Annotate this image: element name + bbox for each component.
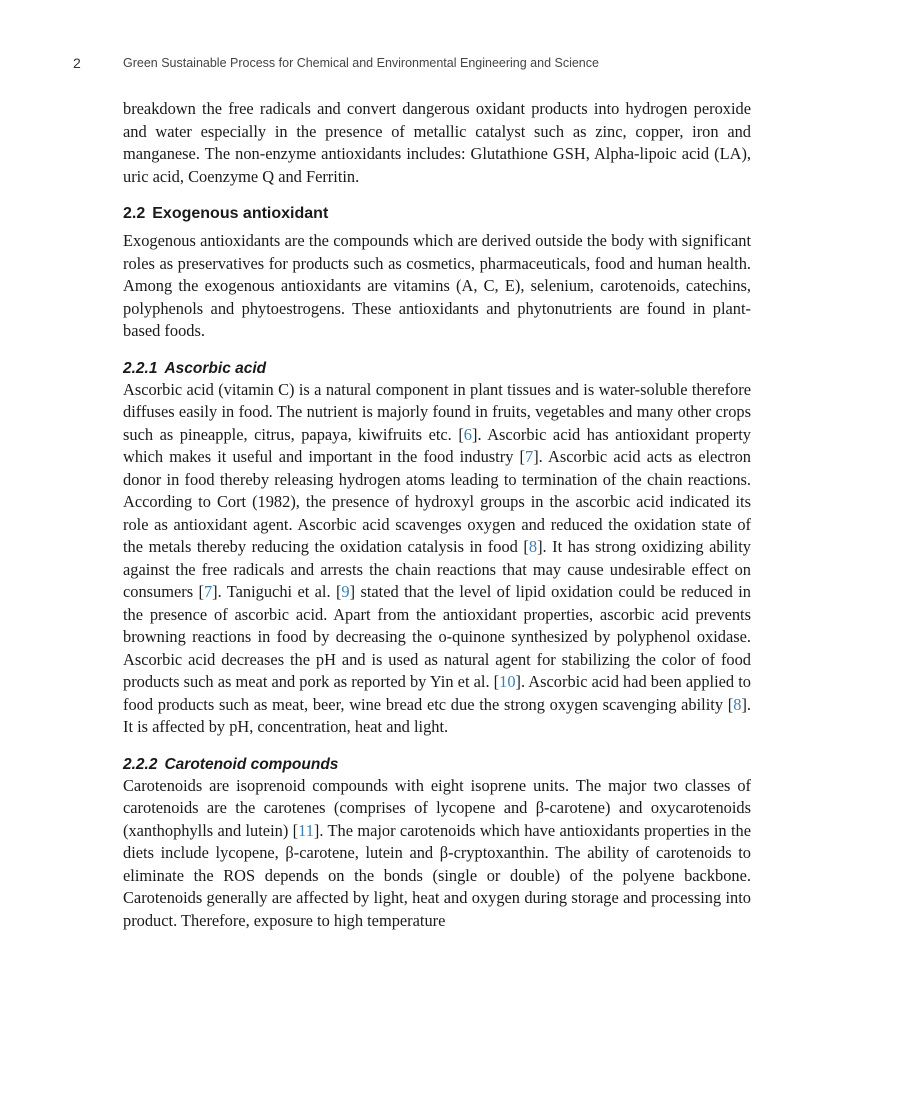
carotenoid-paragraph: Carotenoids are isoprenoid compounds with eight isoprene units. The major two classes of carotenoids are the carotenes (comprises of lycopene and β-carotene) and oxycarotenoids (xanthophylls and lutein) [11]. The major carotenoids which have antioxidants properties in the diets include lycopene, β-carotene, lutein and β-cryptoxanthin. The ability of carotenoids to eliminate the ROS depends on the bonds (single or double) of the polyene backbone. Carotenoids generally are affected by light, heat and oxygen during storage and processing into product. Therefore, exposure to high temperature (123, 775, 751, 930)
running-title: Green Sustainable Process for Chemical and Environmental Engineering and Science (123, 56, 599, 70)
exogenous-paragraph: Exogenous antioxidants are the compounds which are derived outside the body with significant roles as preservatives for products such as cosmetics, pharmaceuticals, food and human health. Among the exogenous antioxidants are vitamins (A, C, E), selenium, carotenoids, catechins, polyphenols and phytoestrogens. These antioxidants and phytonutrients are found in plant-based foods. (123, 231, 751, 340)
subsection-number: 2.2.2 (123, 755, 158, 773)
subsection-number: 2.2.1 (123, 359, 158, 377)
subsection-title: Ascorbic acid (164, 359, 267, 377)
subsection-title: Carotenoid compounds (164, 755, 339, 773)
subsection-heading-2-2-2 (123, 756, 751, 774)
citation-link[interactable]: 7 (203, 582, 213, 601)
intro-paragraph: breakdown the free radicals and convert dangerous oxidant products into hydrogen peroxide and water especially in the presence of metallic catalyst such as zinc, copper, iron and manganese. The non-enzyme antioxidants includes: Glutathione GSH, Alpha-lipoic acid (LA), uric acid, Coenzyme Q and Ferritin. (123, 99, 751, 186)
citation-link[interactable]: 8 (528, 537, 538, 556)
citation-link[interactable]: 8 (733, 694, 742, 714)
section-number: 2.2 (123, 205, 146, 222)
citation-link[interactable]: 7 (525, 447, 534, 466)
citation-link[interactable]: 9 (341, 582, 350, 601)
running-head (0, 55, 900, 75)
citation-link[interactable]: 6 (463, 424, 472, 444)
section-title: Exogenous antioxidant (152, 205, 329, 222)
page-body (123, 98, 751, 932)
page-number: 2 (73, 55, 81, 71)
subsection-heading-2-2-1 (123, 360, 751, 378)
ascorbic-acid-paragraph: Ascorbic acid (vitamin C) is a natural component in plant tissues and is water-soluble therefore diffuses easily in food. The nutrient is majorly found in fruits, vegetables and many other crops such as pineapple, citrus, papaya, kiwifruits etc. [6]. Ascorbic acid has antioxidant property which makes it useful and important in the food industry [7]. Ascorbic acid acts as electron donor in food thereby releasing hydrogen atoms leading to termination of the chain reactions. According to Cort (1982), the presence of hydroxyl groups in the ascorbic acid indicated its role as antioxidant agent. Ascorbic acid scavenges oxygen and reduced the oxidation state of the metals thereby reducing the oxidation catalysis in food [8]. It has strong oxidizing ability against the free radicals and arrests the chain reactions that may cause undesirable effect on consumers [7]. Taniguchi et al. [9] stated that the level of lipid oxidation could be reduced in the presence of ascorbic acid. Apart from the antioxidant properties, ascorbic acid prevents browning reactions in food by decreasing the o-quinone synthesized by polyphenol oxidase. Ascorbic acid decreases the pH and is used as natural agent for stabilizing the color of food products such as meat and pork as reported by Yin et al. [10]. Ascorbic acid had been applied to food products such as meat, beer, wine bread etc due the strong oxygen scavenging ability [8]. It is affected by pH, concentration, heat and light. (123, 379, 752, 736)
citation-link[interactable]: 10 (499, 672, 516, 691)
section-heading-2-2 (123, 205, 751, 223)
citation-link[interactable]: 11 (298, 820, 314, 840)
